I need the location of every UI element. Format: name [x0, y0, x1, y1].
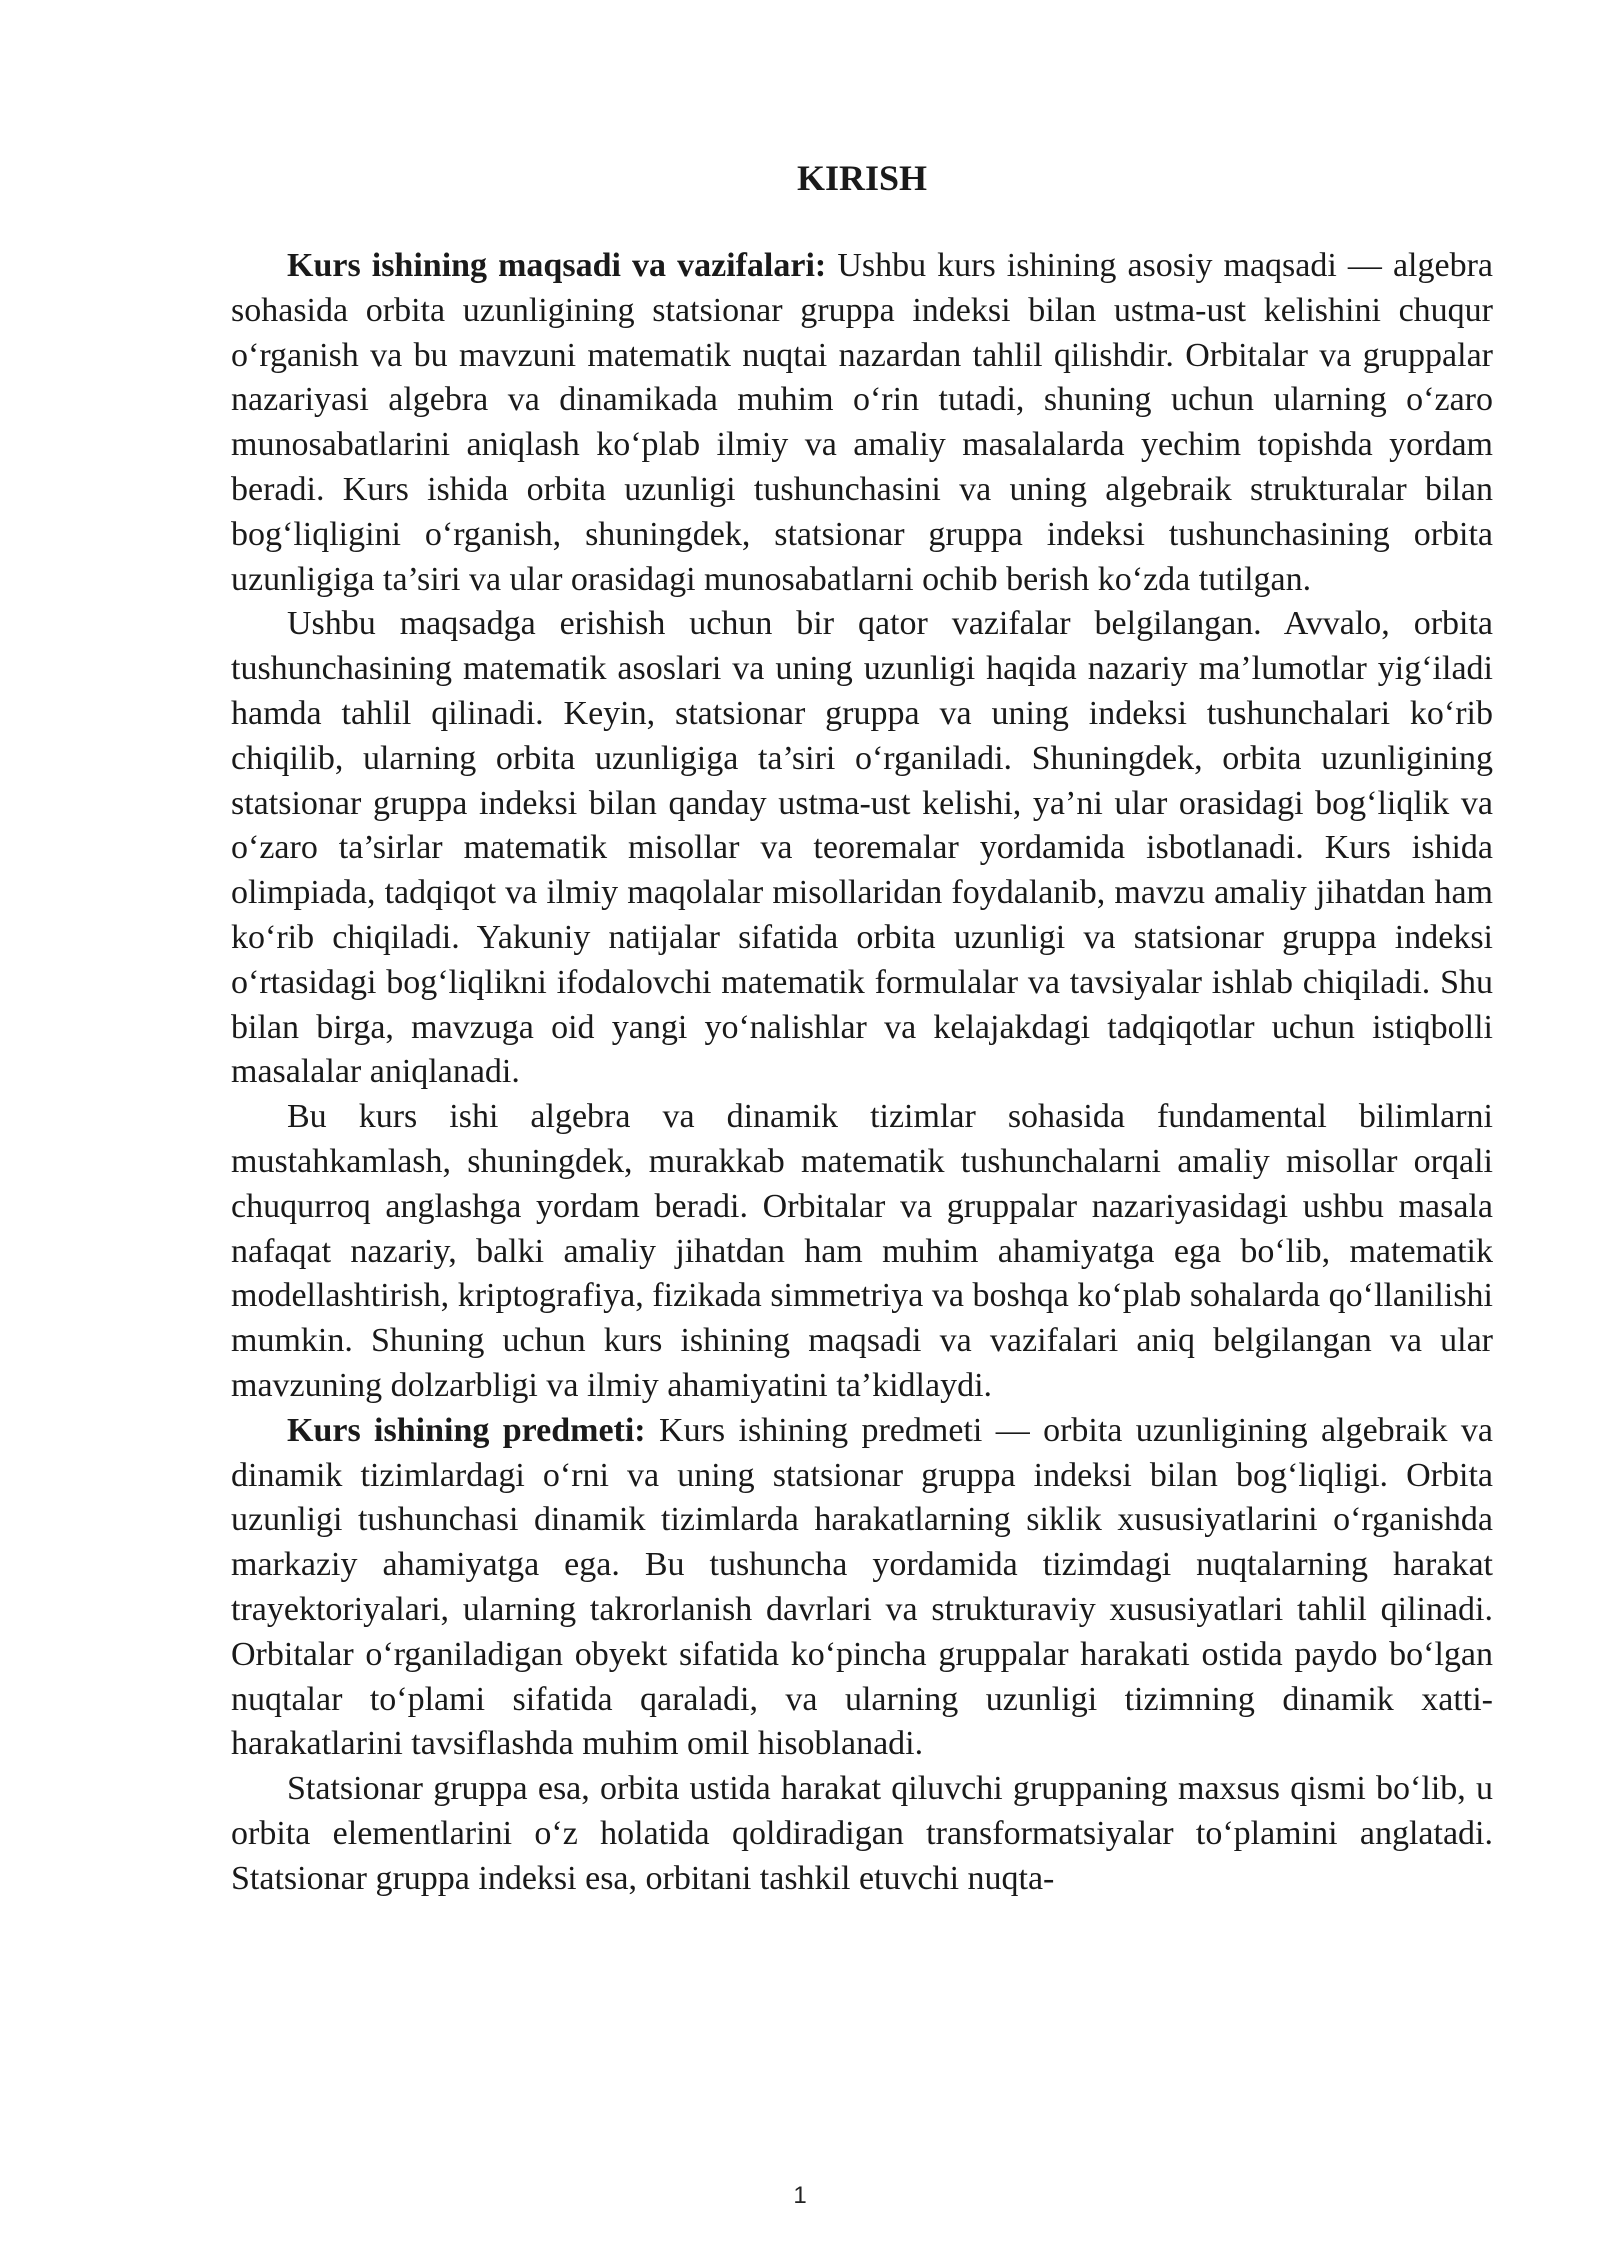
paragraph-subject: [231, 1409, 1493, 1767]
paragraph-stationary-group: [231, 1767, 1493, 1901]
section-title: KIRISH: [796, 158, 928, 198]
page-number: 1: [793, 2182, 807, 2209]
body-text: [231, 244, 1493, 1901]
paragraph-text: Bu kurs ishi algebra va dinamik tizimlar sohasida fundamental bilimlarni mustahkamlash, shuningdek, murakkab matematik tushunchalarni amaliy misollar orqali chuqurroq anglashga yordam beradi. Orbitalar va gruppalar nazariyasidagi ushbu masala nafaqat nazariy, balki amaliy jihatdan ham muhim ahamiyatga ega bo‘lib, matematik modellashtirish, kriptografiya, fizikada simmetriya va boshqa ko‘plab sohalarda qo‘llanilishi mumkin. Shuning uchun kurs ishining maqsadi va vazifalari aniq belgilangan va ular mavzuning dolzarbligi va ilmiy ahamiyatini ta’kidlaydi.: [231, 1098, 1493, 1404]
paragraph-lead: Kurs ishining maqsadi va vazifalari:: [287, 247, 827, 284]
paragraph-text: Kurs ishining predmeti — orbita uzunligining algebraik va dinamik tizimlardagi o‘rni va uning statsionar gruppa indeksi bilan bog‘liqligi. Orbita uzunligi tushunchasi dinamik tizimlarda harakatlarning siklik xususiyatlarini o‘rganishda markaziy ahamiyatga ega. Bu tushuncha yordamida tizimdagi nuqtalarning harakat trayektoriyalari, ularning takrorlanish davrlari va strukturaviy xususiyatlari tahlil qilinadi. Orbitalar o‘rganiladigan obyekt sifatida ko‘pincha gruppalar harakati ostida paydo bo‘lgan nuqtalar to‘plami sifatida qaraladi, va ularning uzunligi tizimning dinamik xatti-harakatlarini tavsiflashda muhim omil hisoblanadi.: [231, 1411, 1493, 1763]
paragraph-significance: [231, 1095, 1493, 1409]
paragraph-goals: [231, 244, 1493, 602]
paragraph-lead: Kurs ishining predmeti:: [287, 1411, 646, 1449]
paragraph-text: Ushbu kurs ishining asosiy maqsadi — algebra sohasida orbita uzunligining statsionar gruppa indeksi bilan ustma-ust kelishini chuqur o‘rganish va bu mavzuni matematik nuqtai nazardan tahlil qilishdir. Orbitalar va gruppalar nazariyasi algebra va dinamikada muhim o‘rin tutadi, shuning uchun ularning o‘zaro munosabatlarini aniqlash ko‘plab ilmiy va amaliy masalalarda yechim topishda yordam beradi. Kurs ishida orbita uzunligi tushunchasini va uning algebraik strukturalar bilan bog‘liqligini o‘rganish, shuningdek, statsionar gruppa indeksi tushunchasining orbita uzunligiga ta’siri va ular orasidagi munosabatlarni ochib berish ko‘zda tutilgan.: [231, 247, 1493, 598]
paragraph-text: Ushbu maqsadga erishish uchun bir qator vazifalar belgilangan. Avvalo, orbita tushunchasining matematik asoslari va uning uzunligi haqida nazariy ma’lumotlar yig‘iladi hamda tahlil qilinadi. Keyin, statsionar gruppa va uning indeksi tushunchalari ko‘rib chiqilib, ularning orbita uzunligiga ta’siri o‘rganiladi. Shuningdek, orbita uzunligining statsionar gruppa indeksi bilan qanday ustma-ust kelishi, ya’ni ular orasidagi bog‘liqlik va o‘zaro ta’sirlar matematik misollar va teoremalar yordamida isbotlanadi. Kurs ishida olimpiada, tadqiqot va ilmiy maqolalar misollaridan foydalanib, mavzu amaliy jihatdan ham ko‘rib chiqiladi. Yakuniy natijalar sifatida orbita uzunligi va statsionar gruppa indeksi o‘rtasidagi bog‘liqlikni ifodalovchi matematik formulalar va tavsiyalar ishlab chiqiladi. Shu bilan birga, mavzuga oid yangi yo‘nalishlar va kelajakdagi tadqiqotlar uchun istiqbolli masalalar aniqlanadi.: [231, 605, 1493, 1091]
paragraph-text: Statsionar gruppa esa, orbita ustida harakat qiluvchi gruppaning maxsus qismi bo‘lib, u orbita elementlarini o‘z holatida qoldiradigan transformatsiyalar to‘plamini anglatadi. Statsionar gruppa indeksi esa, orbitani tashkil etuvchi nuqta-: [231, 1770, 1493, 1897]
paragraph-tasks: [231, 602, 1493, 1095]
